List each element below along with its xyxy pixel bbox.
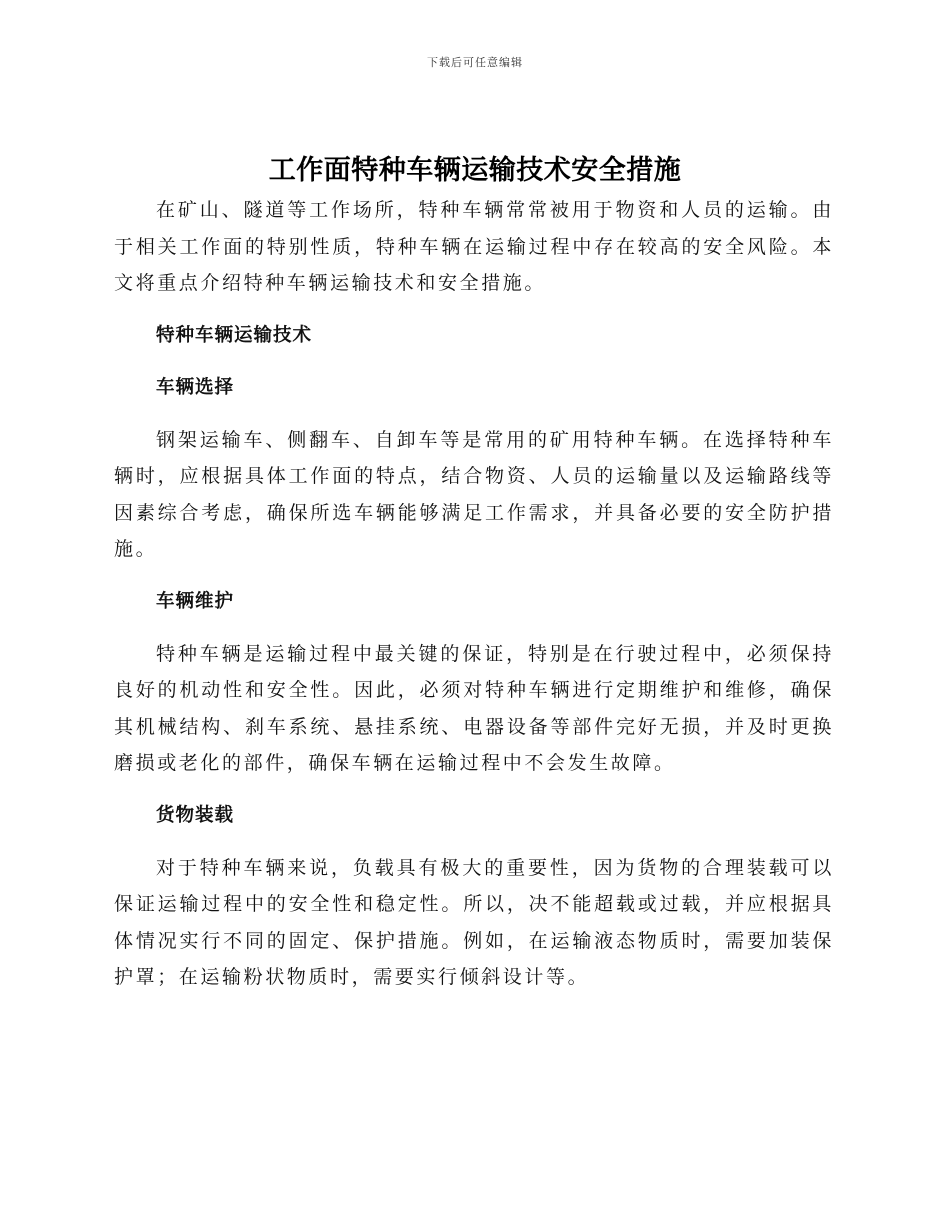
intro-paragraph: 在矿山、隧道等工作场所，特种车辆常常被用于物资和人员的运输。由于相关工作面的特别性质，特种车辆在运输过程中存在较高的安全风险。本文将重点介绍特种车辆运输技术和安全措施。 bbox=[114, 199, 834, 294]
vehicle-selection-paragraph: 钢架运输车、侧翻车、自卸车等是常用的矿用特种车辆。在选择特种车辆时，应根据具体工作面的特点，结合物资、人员的运输量以及运输路线等因素综合考虑，确保所选车辆能够满足工作需求，并具备必要的安全防护措施。 bbox=[114, 428, 834, 560]
cargo-loading-paragraph: 对于特种车辆来说，负载具有极大的重要性，因为货物的合理装载可以保证运输过程中的安全性和稳定性。所以，决不能超载或过载，并应根据具体情况实行不同的固定、保护措施。例如，在运输液态物质时，需要加装保护罩；在运输粉状物质时，需要实行倾斜设计等。 bbox=[114, 856, 834, 988]
subheading-vehicle-selection: 车辆选择 bbox=[156, 376, 235, 398]
document-body bbox=[114, 192, 834, 996]
section-heading-transport-tech: 特种车辆运输技术 bbox=[156, 324, 313, 346]
header-note: 下载后可任意编辑 bbox=[427, 56, 523, 69]
vehicle-maintenance-paragraph: 特种车辆是运输过程中最关键的保证，特别是在行驶过程中，必须保持良好的机动性和安全性。因此，必须对特种车辆进行定期维护和维修，确保其机械结构、刹车系统、悬挂系统、电器设备等部件完好无损，并及时更换磨损或老化的部件，确保车辆在运输过程中不会发生故障。 bbox=[114, 642, 834, 774]
subheading-vehicle-maintenance: 车辆维护 bbox=[156, 590, 235, 612]
subheading-cargo-loading: 货物装载 bbox=[156, 804, 235, 826]
document-title: 工作面特种车辆运输技术安全措施 bbox=[268, 155, 682, 186]
